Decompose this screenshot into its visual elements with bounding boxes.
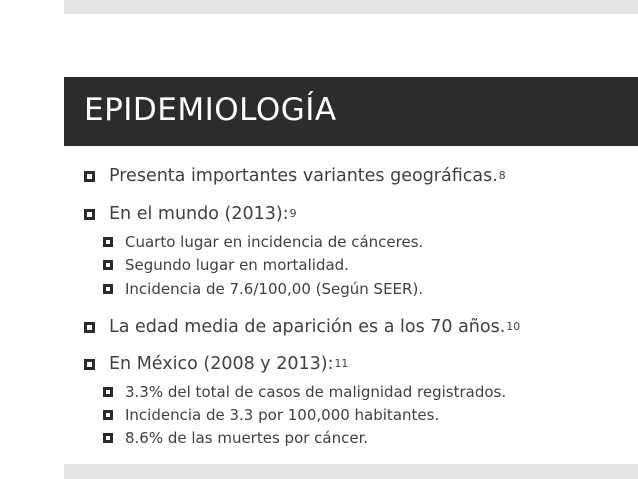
bullet-item: La edad media de aparición es a los 70 años. 10 [84,317,520,337]
square-bullet-icon [103,260,113,270]
sub-bullet-text: Cuarto lugar en incidencia de cánceres. [125,233,424,251]
bottom-decorative-band [64,464,638,479]
square-bullet-icon [103,284,113,294]
square-bullet-icon [84,322,95,333]
bullet-item: Presenta importantes variantes geográficas. 8 [84,166,506,186]
square-bullet-icon [84,359,95,370]
square-bullet-icon [84,171,95,182]
sub-bullet-text: 8.6% de las muertes por cáncer. [125,429,369,447]
bullet-text: En México (2008 y 2013): [109,354,334,374]
sub-bullet-item [103,256,349,274]
sub-bullet-item [103,429,368,447]
sub-bullet-text: Segundo lugar en mortalidad. [125,256,349,274]
bullet-text: La edad media de aparición es a los 70 años. [109,317,506,337]
bullet-text: Presenta importantes variantes geográficas. [109,166,498,186]
sub-bullet-text: Incidencia de 3.3 por 100,000 habitantes. [125,406,440,424]
sub-bullet-item [103,280,423,298]
bullet-item: En México (2008 y 2013): 11 [84,354,348,374]
square-bullet-icon [103,433,113,443]
square-bullet-icon [84,209,95,220]
sub-bullet-item [103,406,439,424]
sub-bullet-text: Incidencia de 7.6/100,00 (Según SEER). [125,280,424,298]
bullet-item: En el mundo (2013): 9 [84,204,297,224]
square-bullet-icon [103,237,113,247]
sub-bullet-item [103,383,506,401]
sub-bullet-item [103,233,423,251]
bullet-text: En el mundo (2013): [109,204,289,224]
square-bullet-icon [103,387,113,397]
slide-title: EPIDEMIOLOGÍA [84,92,337,128]
square-bullet-icon [103,410,113,420]
sub-bullet-text: 3.3% del total de casos de malignidad registrados. [125,383,507,401]
